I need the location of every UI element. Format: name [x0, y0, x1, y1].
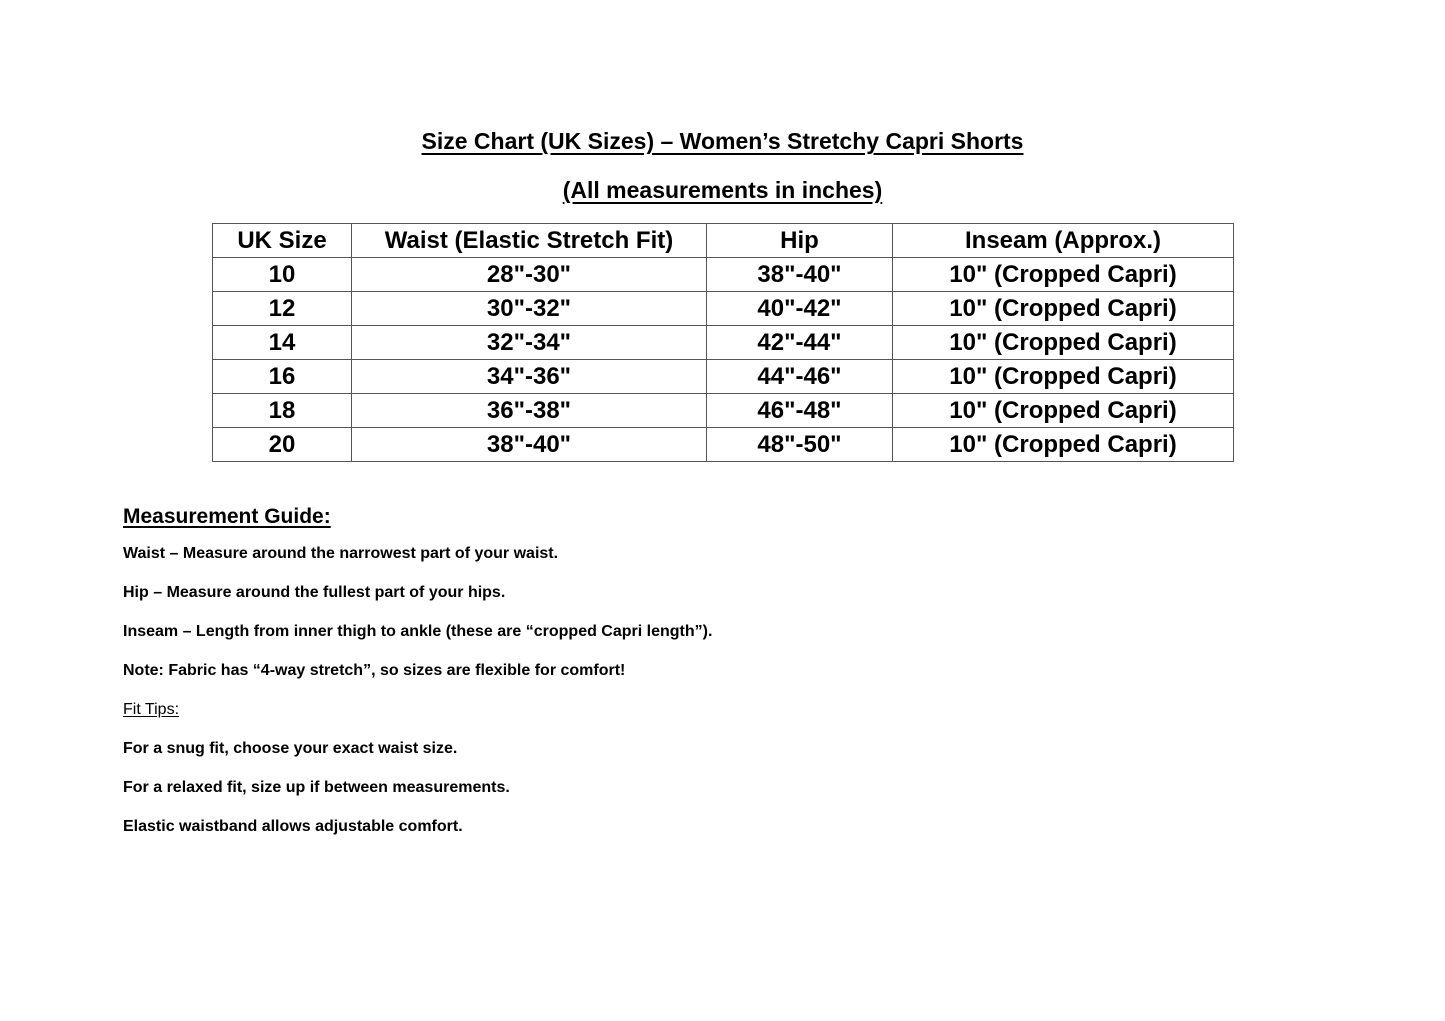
cell-uk-size: 16	[213, 360, 352, 394]
cell-uk-size: 14	[213, 326, 352, 360]
cell-inseam: 10" (Cropped Capri)	[893, 394, 1234, 428]
header-waist: Waist (Elastic Stretch Fit)	[352, 224, 707, 258]
table-row	[213, 292, 1234, 326]
cell-hip: 46"-48"	[707, 394, 893, 428]
fit-tip-relaxed: For a relaxed fit, size up if between measurements.	[123, 779, 510, 796]
table-row	[213, 326, 1234, 360]
cell-uk-size: 18	[213, 394, 352, 428]
cell-inseam: 10" (Cropped Capri)	[893, 360, 1234, 394]
cell-inseam: 10" (Cropped Capri)	[893, 428, 1234, 462]
cell-inseam: 10" (Cropped Capri)	[893, 292, 1234, 326]
document-subtitle: (All measurements in inches)	[562, 177, 883, 203]
cell-hip: 42"-44"	[707, 326, 893, 360]
measurement-guide	[123, 503, 1323, 856]
header-hip: Hip	[707, 224, 893, 258]
measurement-guide-heading: Measurement Guide:	[123, 505, 331, 528]
document-title: Size Chart (UK Sizes) – Women’s Stretchy Capri Shorts	[421, 128, 1024, 154]
table-row	[213, 258, 1234, 292]
table-row	[213, 360, 1234, 394]
cell-inseam: 10" (Cropped Capri)	[893, 258, 1234, 292]
cell-waist: 28"-30"	[352, 258, 707, 292]
guide-line-note: Note: Fabric has “4-way stretch”, so sizes are flexible for comfort!	[123, 662, 626, 679]
size-chart-table	[212, 223, 1234, 462]
fit-tip-snug: For a snug fit, choose your exact waist size.	[123, 740, 458, 757]
fit-tips-heading: Fit Tips:	[123, 701, 180, 718]
table-header-row	[213, 224, 1234, 258]
guide-line-waist: Waist – Measure around the narrowest part of your waist.	[123, 545, 559, 562]
cell-uk-size: 12	[213, 292, 352, 326]
cell-waist: 36"-38"	[352, 394, 707, 428]
guide-line-hip: Hip – Measure around the fullest part of your hips.	[123, 584, 506, 601]
header-inseam: Inseam (Approx.)	[893, 224, 1234, 258]
cell-inseam: 10" (Cropped Capri)	[893, 326, 1234, 360]
cell-hip: 44"-46"	[707, 360, 893, 394]
fit-tip-elastic: Elastic waistband allows adjustable comfort.	[123, 818, 463, 835]
cell-hip: 38"-40"	[707, 258, 893, 292]
cell-waist: 38"-40"	[352, 428, 707, 462]
cell-hip: 40"-42"	[707, 292, 893, 326]
cell-waist: 34"-36"	[352, 360, 707, 394]
header-uk-size: UK Size	[213, 224, 352, 258]
cell-uk-size: 10	[213, 258, 352, 292]
cell-waist: 30"-32"	[352, 292, 707, 326]
guide-line-inseam: Inseam – Length from inner thigh to ankle (these are “cropped Capri length”).	[123, 623, 713, 640]
cell-uk-size: 20	[213, 428, 352, 462]
cell-hip: 48"-50"	[707, 428, 893, 462]
table-row	[213, 394, 1234, 428]
cell-waist: 32"-34"	[352, 326, 707, 360]
table-row	[213, 428, 1234, 462]
